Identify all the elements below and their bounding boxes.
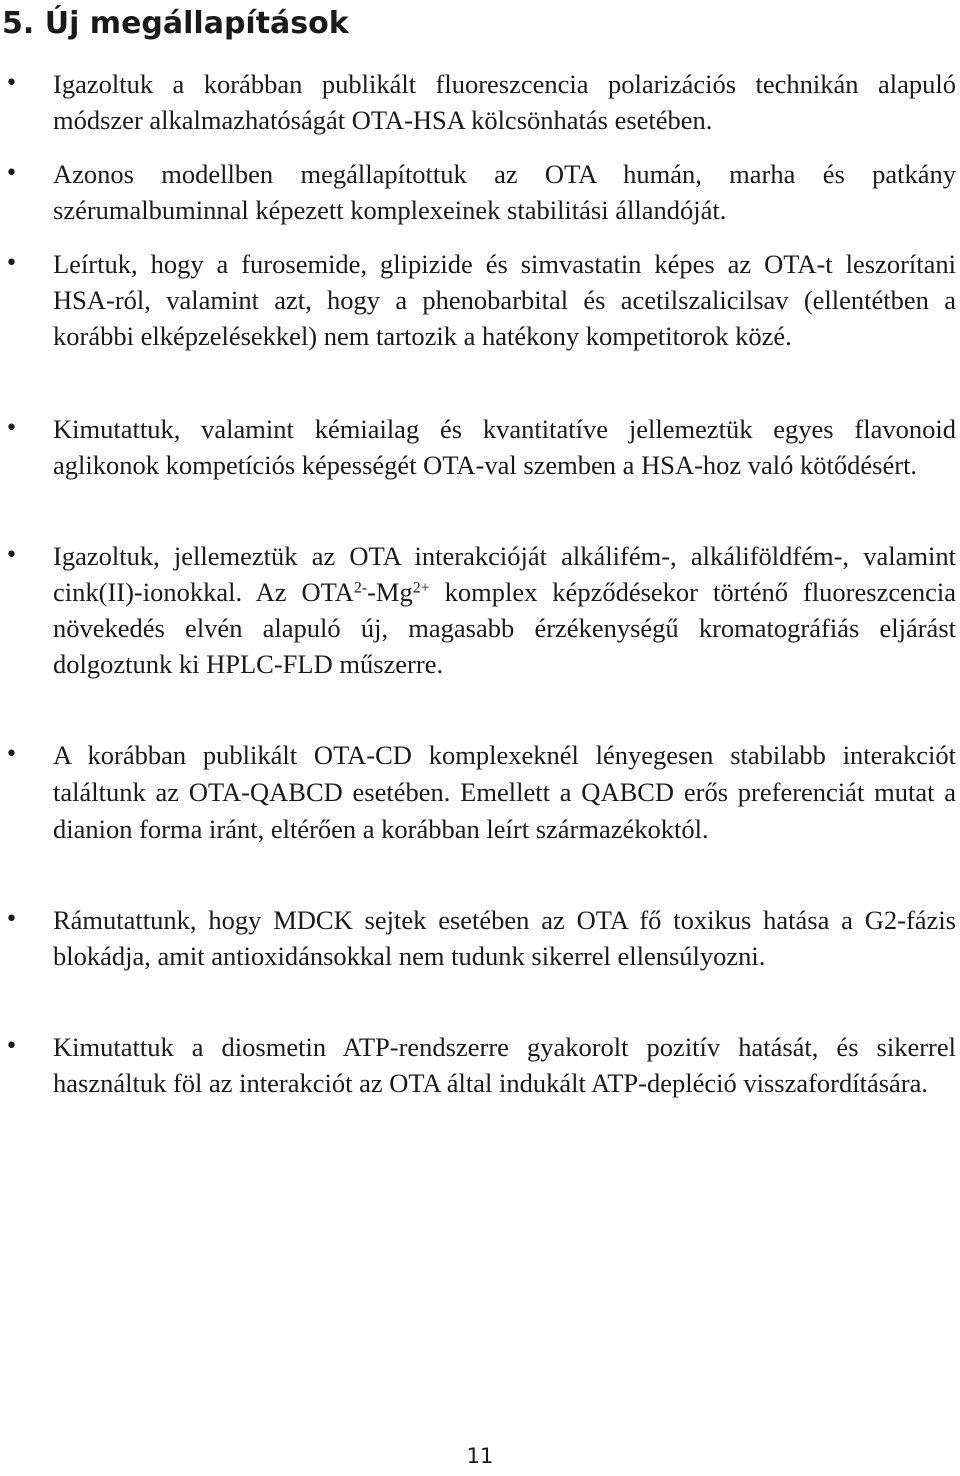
finding-item [5, 246, 956, 354]
finding-text: Leírtuk, hogy a furosemide, glipizide és simvastatin képes az OTA-t leszorítani HSA-ról, valamint azt, hogy a phenobarbital és acetilszalicilsav (ellentétben a korábbi elképzelésekkel) nem tartozik a hatékony kompetitorok közé. [53, 249, 956, 351]
bullet-icon: • [5, 416, 18, 441]
finding-text-part: Igazoltuk, jellemeztük az OTA interakcióját alkálifém-, alkáliföldfém-, valamint cink(II)-ionokkal. Az OTA [53, 541, 956, 607]
finding-text-part: -Mg [367, 577, 413, 607]
bullet-icon: • [5, 251, 18, 276]
finding-item [5, 66, 956, 138]
finding-item [5, 1029, 956, 1101]
finding-item [5, 538, 956, 682]
finding-item [5, 902, 956, 974]
finding-text: Kimutattuk a diosmetin ATP-rendszerre gyakorolt pozitív hatását, és sikerrel használtuk föl az interakciót az OTA által indukált ATP-depléció visszafordítására. [53, 1032, 956, 1098]
finding-text: A korábban publikált OTA-CD komplexeknél lényegesen stabilabb interakciót találtunk az OTA-QABCD esetében. Emellett a QABCD erős preferenciát mutat a dianion forma iránt, eltérően a korábban leírt származékoktól. [53, 740, 956, 844]
finding-item [5, 737, 956, 848]
finding-text: Rámutattunk, hogy MDCK sejtek esetében az OTA fő toxikus hatása a G2-fázis blokádja, amit antioxidánsokkal nem tudunk sikerrel ellensúlyozni. [53, 905, 956, 971]
bullet-icon: • [5, 543, 18, 568]
finding-text-part: komplex képződésekor történő fluoreszcencia növekedés elvén alapuló új, magasabb érzékenységű kromatográfiás eljárást dolgoztunk ki HPLC-FLD műszerre. [53, 577, 956, 679]
section-heading: 5. Új megállapítások [2, 6, 349, 41]
finding-text: Kimutattuk, valamint kémiailag és kvantitatíve jellemeztük egyes flavonoid aglikonok kompetíciós képességét OTA-val szemben a HSA-hoz való kötődésért. [53, 414, 956, 480]
finding-item [5, 411, 956, 483]
page-number: 11 [466, 1444, 494, 1468]
bullet-icon: • [5, 161, 18, 186]
finding-item [5, 156, 956, 228]
bullet-icon: • [5, 1034, 18, 1059]
charge-superscript: 2+ [412, 579, 430, 597]
charge-superscript: 2- [353, 579, 368, 597]
bullet-icon: • [5, 71, 18, 96]
finding-text: Igazoltuk a korábban publikált fluoreszcencia polarizációs technikán alapuló módszer alkalmazhatóságát OTA-HSA kölcsönhatás esetében. [53, 69, 956, 135]
finding-text: Azonos modellben megállapítottuk az OTA humán, marha és patkány szérumalbuminnal képezett komplexeinek stabilitási állandóját. [53, 159, 956, 225]
bullet-icon: • [5, 742, 18, 767]
bullet-icon: • [5, 907, 18, 932]
